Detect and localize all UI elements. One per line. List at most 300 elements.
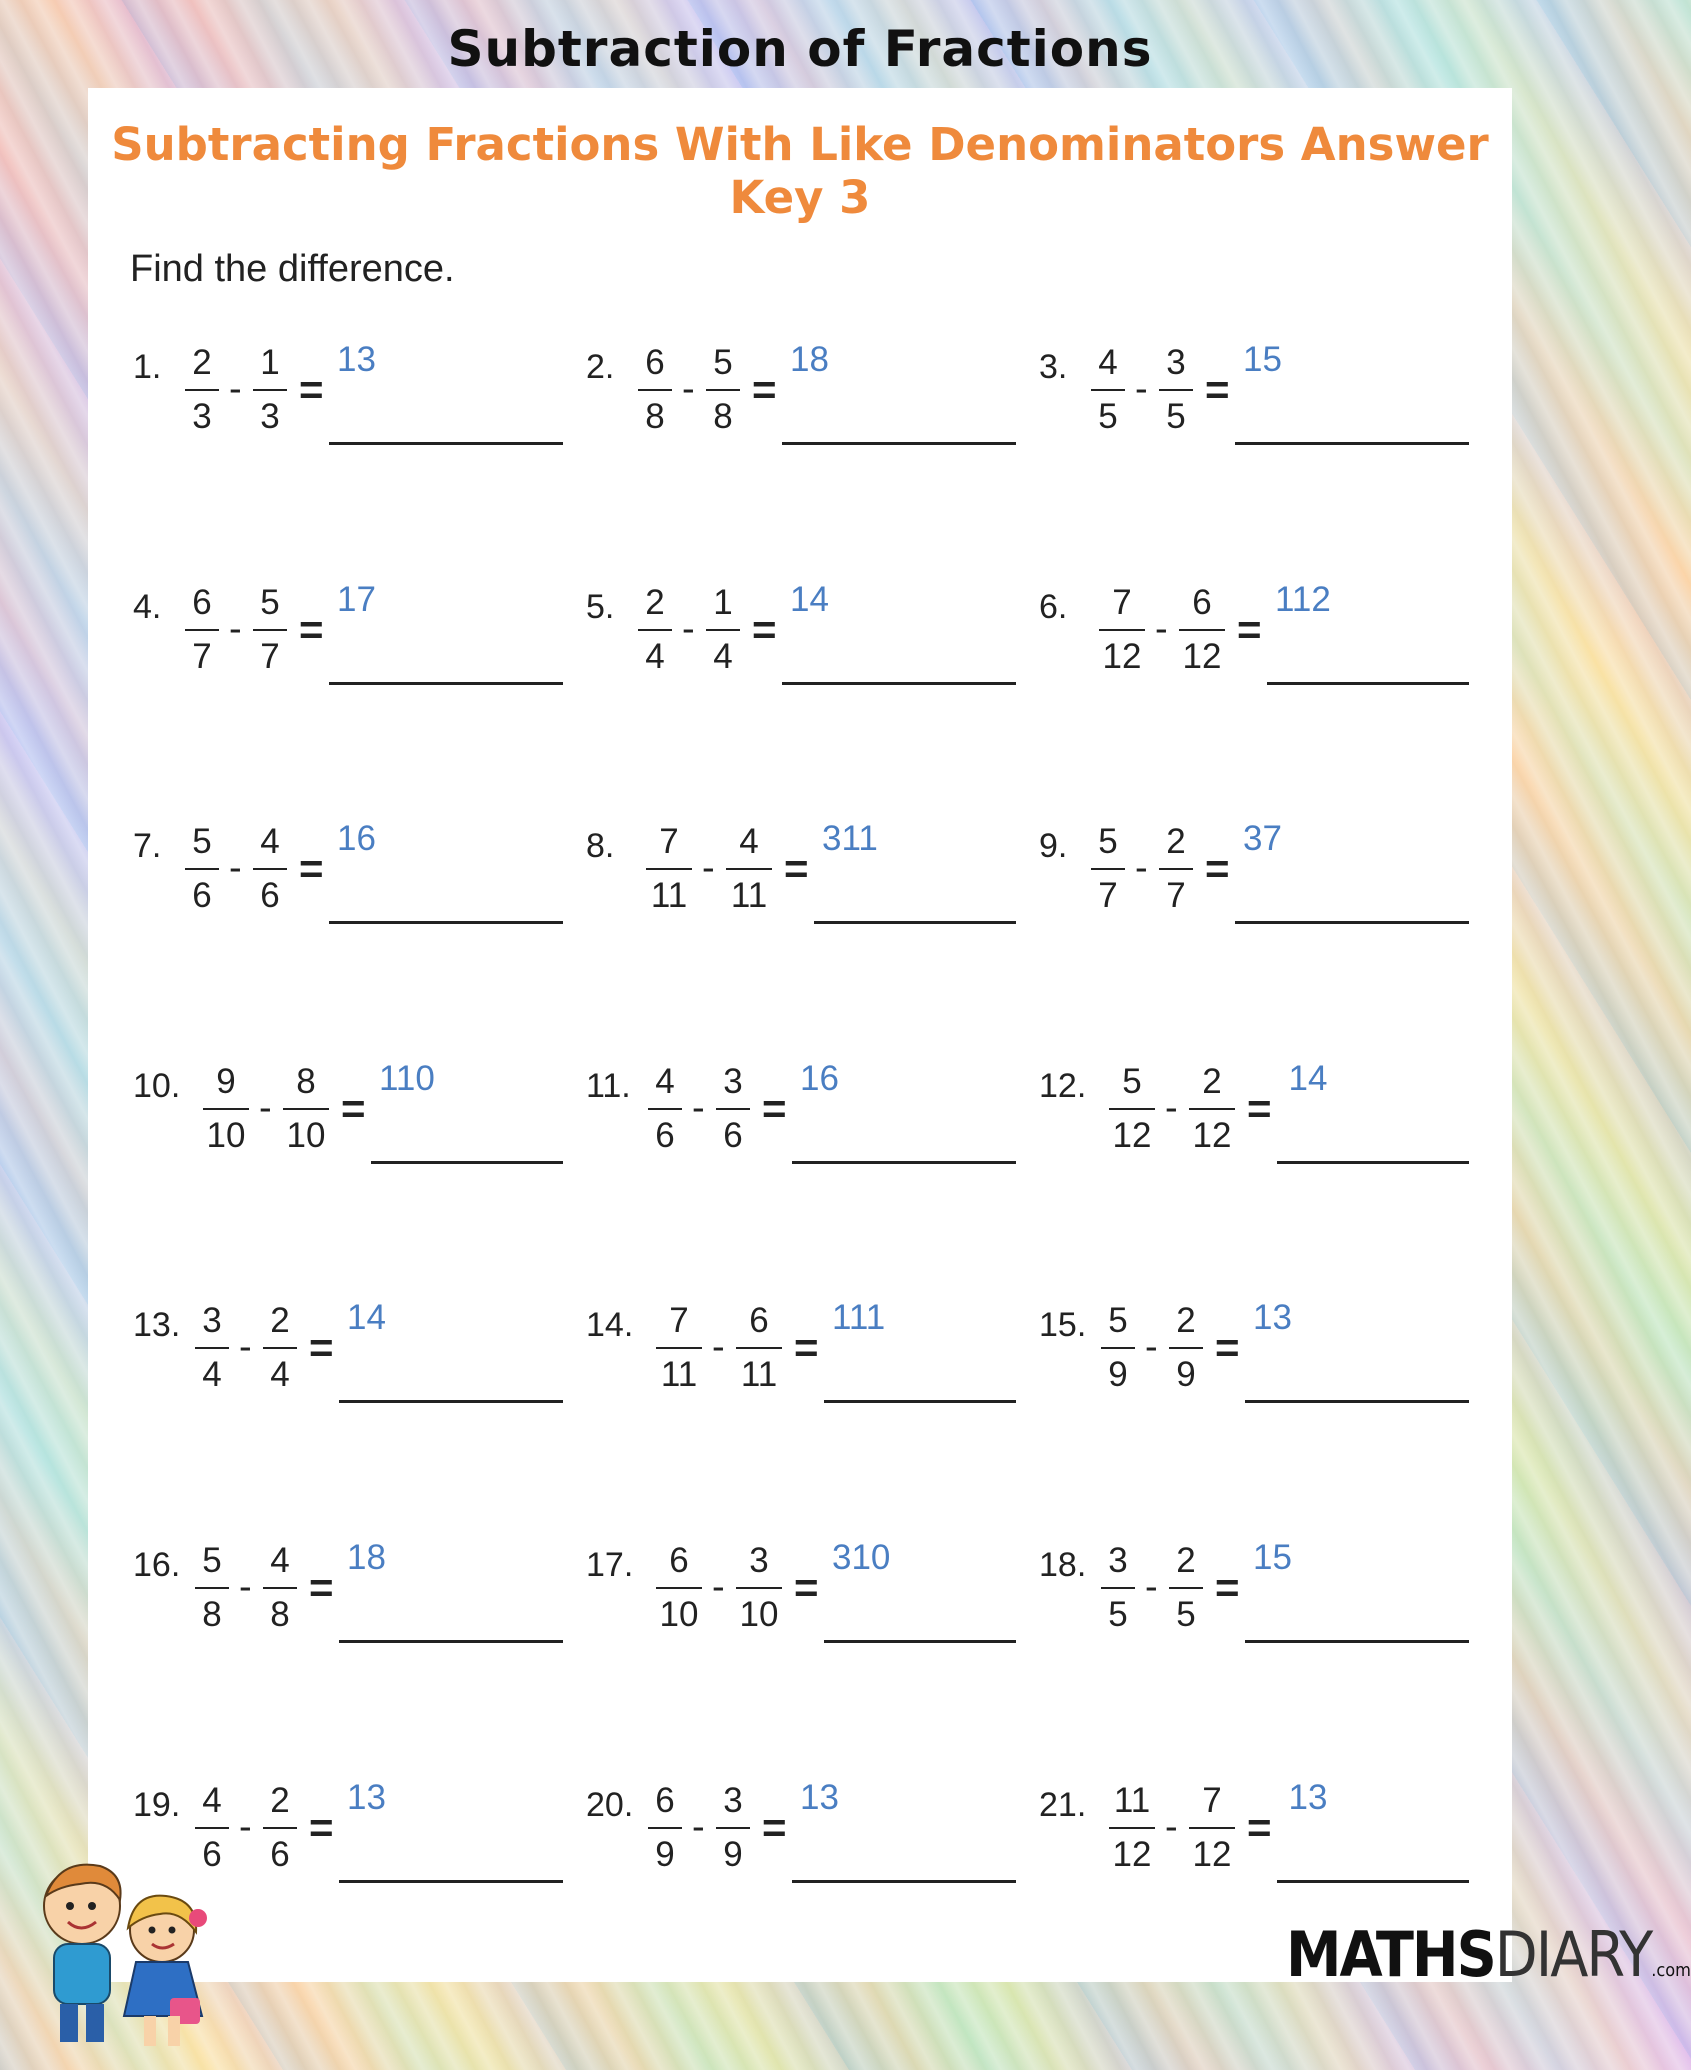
- minuend-fraction-denominator: 6: [192, 876, 212, 915]
- minuend-fraction: [1101, 1538, 1135, 1638]
- minuend-fraction: [638, 340, 672, 440]
- minuend-fraction-bar: [1099, 629, 1145, 631]
- minus-sign: -: [1135, 847, 1148, 889]
- minuend-fraction: [1091, 819, 1125, 919]
- minuend-fraction-numerator: 5: [1098, 822, 1118, 861]
- worksheet-subtitle: Subtracting Fractions With Like Denominators Answer Key 3: [111, 118, 1489, 224]
- problem-item: [586, 1538, 1016, 1658]
- minus-sign: -: [712, 1566, 725, 1608]
- answer-fraction-denominator: 3: [356, 340, 376, 379]
- instruction-text: Find the difference.: [130, 248, 455, 290]
- equals-sign: =: [341, 1085, 366, 1132]
- subtrahend-fraction-bar: [1189, 1108, 1235, 1110]
- minus-sign: -: [682, 368, 695, 410]
- problem-number: 17.: [586, 1546, 634, 1584]
- minuend-fraction: [638, 580, 672, 680]
- minus-sign: -: [259, 1087, 272, 1129]
- subtrahend-fraction-bar: [716, 1827, 750, 1829]
- problem-item: [1039, 340, 1469, 460]
- problem-number: 19.: [133, 1786, 181, 1824]
- subtrahend-fraction-denominator: 3: [260, 397, 280, 436]
- minus-sign: -: [229, 847, 242, 889]
- problem-item: [1039, 580, 1469, 700]
- minuend-fraction-numerator: 6: [655, 1781, 675, 1820]
- subtrahend-fraction-bar: [716, 1108, 750, 1110]
- answer-fraction-denominator: 4: [366, 1298, 386, 1337]
- subtrahend-fraction-bar: [263, 1347, 297, 1349]
- answer-fraction-numerator: 1: [1288, 1059, 1308, 1098]
- minuend-fraction-denominator: 12: [1112, 1835, 1152, 1874]
- problem-item: [586, 340, 1016, 460]
- subtrahend-fraction: [736, 1538, 782, 1638]
- minuend-fraction-denominator: 4: [202, 1355, 222, 1394]
- answer-line: [329, 442, 563, 445]
- answer-line: [1245, 1400, 1469, 1403]
- answer-fraction-numerator: 1: [379, 1059, 396, 1098]
- subtrahend-fraction: [726, 819, 772, 919]
- subtrahend-fraction: [263, 1298, 297, 1398]
- minuend-fraction-bar: [195, 1347, 229, 1349]
- minuend-fraction-bar: [1109, 1108, 1155, 1110]
- minuend-fraction-bar: [1091, 868, 1125, 870]
- subtrahend-fraction-numerator: 2: [1176, 1541, 1196, 1580]
- subtrahend-fraction-denominator: 8: [713, 397, 733, 436]
- subtrahend-fraction: [263, 1538, 297, 1638]
- minuend-fraction: [185, 340, 219, 440]
- problem-number: 14.: [586, 1306, 634, 1344]
- answer-line: [339, 1400, 563, 1403]
- answer-line: [1235, 921, 1469, 924]
- answer-fraction-denominator: 11: [841, 819, 878, 858]
- subtrahend-fraction-numerator: 4: [739, 822, 759, 861]
- equals-sign: =: [762, 1085, 787, 1132]
- minuend-fraction: [646, 819, 692, 919]
- answer-fraction: [337, 580, 376, 620]
- answer-line: [782, 442, 1016, 445]
- problem-item: [133, 580, 563, 700]
- minuend-fraction: [648, 1778, 682, 1878]
- problem-item: [133, 1538, 563, 1658]
- answer-fraction: [347, 1538, 386, 1578]
- answer-line: [814, 921, 1016, 924]
- answer-fraction: [1275, 580, 1331, 620]
- minus-sign: -: [1135, 368, 1148, 410]
- answer-fraction-denominator: 8: [809, 340, 829, 379]
- problem-number: 2.: [586, 348, 615, 386]
- minus-sign: -: [1165, 1087, 1178, 1129]
- answer-fraction-denominator: 3: [1272, 1298, 1292, 1337]
- subtrahend-fraction-bar: [1169, 1587, 1203, 1589]
- problem-item: [586, 819, 1016, 939]
- subtrahend-fraction-bar: [283, 1108, 329, 1110]
- minuend-fraction-denominator: 12: [1112, 1116, 1152, 1155]
- answer-fraction: [800, 1778, 839, 1818]
- minuend-fraction-numerator: 7: [1112, 583, 1132, 622]
- subtrahend-fraction: [716, 1059, 750, 1159]
- subtrahend-fraction-denominator: 12: [1192, 1116, 1232, 1155]
- answer-fraction-numerator: 1: [1253, 1538, 1273, 1577]
- problem-number: 11.: [586, 1067, 631, 1105]
- problem-number: 16.: [133, 1546, 181, 1584]
- subtrahend-fraction-numerator: 2: [270, 1301, 290, 1340]
- minuend-fraction-denominator: 8: [202, 1595, 222, 1634]
- answer-line: [1277, 1880, 1469, 1883]
- minuend-fraction-numerator: 3: [1108, 1541, 1128, 1580]
- subtrahend-fraction-numerator: 2: [1166, 822, 1186, 861]
- problem-number: 20.: [586, 1786, 634, 1824]
- problem-item: [586, 580, 1016, 700]
- equals-sign: =: [794, 1324, 819, 1371]
- minuend-fraction-denominator: 9: [1108, 1355, 1128, 1394]
- answer-line: [1267, 682, 1469, 685]
- answer-fraction-denominator: 8: [366, 1538, 386, 1577]
- answer-fraction-numerator: 1: [800, 1059, 820, 1098]
- subtrahend-fraction: [1189, 1778, 1235, 1878]
- minuend-fraction-denominator: 9: [655, 1835, 675, 1874]
- answer-line: [824, 1640, 1016, 1643]
- answer-fraction: [337, 819, 376, 859]
- answer-line: [1235, 442, 1469, 445]
- answer-line: [371, 1161, 563, 1164]
- minuend-fraction: [195, 1538, 229, 1638]
- minuend-fraction-numerator: 2: [645, 583, 665, 622]
- subtrahend-fraction-denominator: 4: [713, 637, 733, 676]
- subtrahend-fraction: [706, 340, 740, 440]
- answer-fraction-numerator: 3: [1243, 819, 1263, 858]
- minuend-fraction: [185, 819, 219, 919]
- subtrahend-fraction: [736, 1298, 782, 1398]
- minuend-fraction-denominator: 4: [645, 637, 665, 676]
- answer-fraction-numerator: 1: [800, 1778, 820, 1817]
- minuend-fraction: [1101, 1298, 1135, 1398]
- subtrahend-fraction-numerator: 5: [713, 343, 733, 382]
- minus-sign: -: [1155, 608, 1168, 650]
- subtrahend-fraction: [1159, 819, 1193, 919]
- minuend-fraction-bar: [195, 1827, 229, 1829]
- problem-item: [1039, 819, 1469, 939]
- answer-fraction-denominator: 11: [848, 1298, 886, 1337]
- subtrahend-fraction-bar: [736, 1347, 782, 1349]
- subtrahend-fraction-bar: [263, 1587, 297, 1589]
- subtrahend-fraction: [263, 1778, 297, 1878]
- equals-sign: =: [1247, 1085, 1272, 1132]
- subtrahend-fraction-bar: [1179, 629, 1225, 631]
- equals-sign: =: [762, 1804, 787, 1851]
- answer-fraction-numerator: 1: [1253, 1298, 1273, 1337]
- answer-fraction-numerator: 1: [337, 340, 357, 379]
- answer-line: [782, 682, 1016, 685]
- minuend-fraction-bar: [185, 868, 219, 870]
- minuend-fraction-denominator: 7: [1098, 876, 1118, 915]
- minuend-fraction-denominator: 10: [206, 1116, 246, 1155]
- subtrahend-fraction-numerator: 3: [723, 1781, 743, 1820]
- subtrahend-fraction-denominator: 11: [740, 1355, 778, 1394]
- subtrahend-fraction-denominator: 12: [1182, 637, 1222, 676]
- subtrahend-fraction-denominator: 7: [260, 637, 280, 676]
- problem-item: [133, 340, 563, 460]
- answer-fraction: [832, 1298, 886, 1338]
- minuend-fraction: [648, 1059, 682, 1159]
- problem-item: [133, 1059, 563, 1179]
- subtrahend-fraction-denominator: 9: [1176, 1355, 1196, 1394]
- subtrahend-fraction: [253, 819, 287, 919]
- subtrahend-fraction-bar: [263, 1827, 297, 1829]
- kids-illustration: [20, 1848, 230, 2058]
- subtrahend-fraction-bar: [253, 868, 287, 870]
- subtrahend-fraction-numerator: 6: [1192, 583, 1212, 622]
- minus-sign: -: [239, 1566, 252, 1608]
- minuend-fraction-bar: [646, 868, 692, 870]
- minuend-fraction-bar: [638, 629, 672, 631]
- logo-thin-text: DIARY: [1494, 1918, 1652, 1991]
- subtrahend-fraction-bar: [726, 868, 772, 870]
- answer-line: [329, 682, 563, 685]
- answer-line: [824, 1400, 1016, 1403]
- problem-number: 8.: [586, 827, 615, 865]
- minuend-fraction-bar: [1101, 1587, 1135, 1589]
- problem-number: 5.: [586, 588, 615, 626]
- minus-sign: -: [239, 1326, 252, 1368]
- subtrahend-fraction-numerator: 2: [1176, 1301, 1196, 1340]
- minus-sign: -: [1145, 1566, 1158, 1608]
- problem-number: 15.: [1039, 1306, 1087, 1344]
- minuend-fraction-bar: [638, 389, 672, 391]
- minus-sign: -: [682, 608, 695, 650]
- equals-sign: =: [309, 1564, 334, 1611]
- problem-number: 9.: [1039, 827, 1068, 865]
- answer-fraction: [832, 1538, 891, 1578]
- subtrahend-fraction-numerator: 3: [1166, 343, 1186, 382]
- subtrahend-fraction-denominator: 11: [730, 876, 768, 915]
- equals-sign: =: [309, 1324, 334, 1371]
- answer-line: [329, 921, 563, 924]
- subtrahend-fraction-denominator: 7: [1166, 876, 1186, 915]
- minuend-fraction: [656, 1538, 702, 1638]
- equals-sign: =: [1205, 845, 1230, 892]
- problem-number: 10.: [133, 1067, 181, 1105]
- minuend-fraction-denominator: 10: [659, 1595, 699, 1634]
- minus-sign: -: [702, 847, 715, 889]
- answer-fraction: [337, 340, 376, 380]
- mathsdiary-logo: [1286, 1918, 1691, 1991]
- answer-fraction-numerator: 1: [832, 1298, 849, 1337]
- problem-number: 12.: [1039, 1067, 1087, 1105]
- subtrahend-fraction-numerator: 6: [749, 1301, 769, 1340]
- answer-fraction-numerator: 1: [1243, 340, 1263, 379]
- subtrahend-fraction-bar: [1169, 1347, 1203, 1349]
- minuend-fraction-numerator: 5: [202, 1541, 222, 1580]
- minus-sign: -: [1165, 1806, 1178, 1848]
- answer-fraction: [347, 1778, 386, 1818]
- equals-sign: =: [309, 1804, 334, 1851]
- minuend-fraction-numerator: 5: [1108, 1301, 1128, 1340]
- minuend-fraction-numerator: 6: [192, 583, 212, 622]
- subtrahend-fraction-bar: [253, 629, 287, 631]
- answer-line: [339, 1640, 563, 1643]
- logo-suffix: .com: [1651, 1960, 1691, 1981]
- minuend-fraction-denominator: 6: [202, 1835, 222, 1874]
- subtrahend-fraction-numerator: 1: [713, 583, 733, 622]
- answer-fraction-denominator: 3: [1308, 1778, 1328, 1817]
- subtrahend-fraction-bar: [1159, 868, 1193, 870]
- worksheet-paper: [88, 88, 1512, 1982]
- minuend-fraction: [203, 1059, 249, 1159]
- answer-fraction: [1285, 1778, 1331, 1818]
- answer-fraction-numerator: 1: [347, 1778, 367, 1817]
- answer-fraction: [379, 1059, 435, 1099]
- answer-line: [1245, 1640, 1469, 1643]
- minuend-fraction-denominator: 6: [655, 1116, 675, 1155]
- minus-sign: -: [229, 368, 242, 410]
- answer-line: [792, 1161, 1016, 1164]
- subtrahend-fraction-numerator: 7: [1202, 1781, 1222, 1820]
- subtrahend-fraction: [716, 1778, 750, 1878]
- equals-sign: =: [752, 606, 777, 653]
- answer-fraction-denominator: 4: [809, 580, 829, 619]
- minuend-fraction-bar: [648, 1108, 682, 1110]
- answer-line: [1277, 1161, 1469, 1164]
- minuend-fraction-bar: [185, 389, 219, 391]
- answer-fraction-denominator: 12: [1291, 580, 1331, 619]
- minuend-fraction: [185, 580, 219, 680]
- equals-sign: =: [752, 366, 777, 413]
- answer-fraction-denominator: 6: [819, 1059, 839, 1098]
- minuend-fraction-bar: [656, 1587, 702, 1589]
- minus-sign: -: [229, 608, 242, 650]
- answer-fraction: [790, 340, 829, 380]
- minuend-fraction-bar: [648, 1827, 682, 1829]
- answer-fraction-numerator: 1: [790, 580, 810, 619]
- answer-fraction-numerator: 3: [832, 1538, 852, 1577]
- answer-line: [339, 1880, 563, 1883]
- minuend-fraction: [1109, 1059, 1155, 1159]
- minuend-fraction-numerator: 5: [192, 822, 212, 861]
- minuend-fraction-denominator: 3: [192, 397, 212, 436]
- answer-fraction-numerator: 1: [1288, 1778, 1308, 1817]
- subtrahend-fraction-numerator: 3: [749, 1541, 769, 1580]
- equals-sign: =: [299, 366, 324, 413]
- equals-sign: =: [1247, 1804, 1272, 1851]
- answer-fraction-numerator: 1: [347, 1298, 367, 1337]
- minus-sign: -: [712, 1326, 725, 1368]
- problem-number: 4.: [133, 588, 162, 626]
- answer-fraction: [1285, 1059, 1331, 1099]
- subtrahend-fraction-denominator: 10: [286, 1116, 326, 1155]
- minuend-fraction-numerator: 11: [1113, 1781, 1151, 1820]
- answer-fraction-denominator: 3: [366, 1778, 386, 1817]
- answer-fraction-denominator: 7: [356, 580, 376, 619]
- minuend-fraction: [1091, 340, 1125, 440]
- subtrahend-fraction-bar: [253, 389, 287, 391]
- answer-line: [792, 1880, 1016, 1883]
- minus-sign: -: [239, 1806, 252, 1848]
- problem-item: [586, 1778, 1016, 1898]
- problem-number: 1.: [133, 348, 162, 386]
- minuend-fraction-denominator: 5: [1098, 397, 1118, 436]
- subtrahend-fraction-denominator: 5: [1166, 397, 1186, 436]
- subtrahend-fraction-bar: [706, 629, 740, 631]
- minus-sign: -: [692, 1087, 705, 1129]
- minuend-fraction-bar: [656, 1347, 702, 1349]
- problem-item: [586, 1059, 1016, 1179]
- subtrahend-fraction-denominator: 6: [260, 876, 280, 915]
- subtrahend-fraction: [1169, 1538, 1203, 1638]
- minuend-fraction-bar: [1101, 1347, 1135, 1349]
- subtrahend-fraction: [1179, 580, 1225, 680]
- minuend-fraction-bar: [185, 629, 219, 631]
- answer-fraction-numerator: 1: [337, 580, 357, 619]
- minuend-fraction-bar: [1109, 1827, 1155, 1829]
- answer-fraction-numerator: 1: [337, 819, 357, 858]
- minuend-fraction-numerator: 6: [645, 343, 665, 382]
- subtrahend-fraction-numerator: 2: [1202, 1062, 1222, 1101]
- answer-fraction-numerator: 1: [347, 1538, 367, 1577]
- problem-number: 13.: [133, 1306, 181, 1344]
- minuend-fraction-denominator: 8: [645, 397, 665, 436]
- minuend-fraction-numerator: 4: [655, 1062, 675, 1101]
- answer-fraction: [347, 1298, 386, 1338]
- equals-sign: =: [299, 845, 324, 892]
- subtrahend-fraction-bar: [706, 389, 740, 391]
- minuend-fraction-denominator: 11: [650, 876, 688, 915]
- problem-item: [1039, 1538, 1469, 1658]
- equals-sign: =: [1237, 606, 1262, 653]
- subtrahend-fraction: [253, 340, 287, 440]
- minuend-fraction-numerator: 9: [216, 1062, 236, 1101]
- equals-sign: =: [1205, 366, 1230, 413]
- minuend-fraction-denominator: 11: [660, 1355, 698, 1394]
- answer-fraction: [1253, 1298, 1292, 1338]
- subtrahend-fraction-denominator: 6: [723, 1116, 743, 1155]
- minuend-fraction-numerator: 7: [659, 822, 679, 861]
- problem-number: 3.: [1039, 348, 1068, 386]
- minuend-fraction-numerator: 7: [669, 1301, 689, 1340]
- answer-fraction: [822, 819, 878, 859]
- problem-item: [133, 819, 563, 939]
- problem-number: 6.: [1039, 588, 1068, 626]
- subtrahend-fraction-numerator: 4: [270, 1541, 290, 1580]
- answer-fraction-denominator: 10: [851, 1538, 891, 1577]
- subtrahend-fraction-numerator: 8: [296, 1062, 316, 1101]
- subtrahend-fraction-bar: [736, 1587, 782, 1589]
- subtrahend-fraction-numerator: 1: [260, 343, 280, 382]
- minuend-fraction: [656, 1298, 702, 1398]
- minuend-fraction-bar: [195, 1587, 229, 1589]
- minuend-fraction-numerator: 4: [202, 1781, 222, 1820]
- answer-fraction: [1253, 1538, 1292, 1578]
- subtrahend-fraction-numerator: 3: [723, 1062, 743, 1101]
- answer-fraction-numerator: 1: [1275, 580, 1292, 619]
- answer-fraction-numerator: 3: [822, 819, 842, 858]
- subtrahend-fraction: [1169, 1298, 1203, 1398]
- answer-fraction-denominator: 3: [819, 1778, 839, 1817]
- equals-sign: =: [784, 845, 809, 892]
- minus-sign: -: [1145, 1326, 1158, 1368]
- subtrahend-fraction-denominator: 10: [739, 1595, 779, 1634]
- subtrahend-fraction-denominator: 9: [723, 1835, 743, 1874]
- subtrahend-fraction-bar: [1189, 1827, 1235, 1829]
- minuend-fraction-numerator: 3: [202, 1301, 222, 1340]
- minuend-fraction: [195, 1298, 229, 1398]
- subtrahend-fraction-numerator: 2: [270, 1781, 290, 1820]
- subtrahend-fraction: [283, 1059, 329, 1159]
- minuend-fraction-denominator: 12: [1102, 637, 1142, 676]
- answer-fraction-denominator: 5: [1262, 340, 1282, 379]
- minuend-fraction-numerator: 6: [669, 1541, 689, 1580]
- answer-fraction-denominator: 5: [1272, 1538, 1292, 1577]
- minuend-fraction-numerator: 4: [1098, 343, 1118, 382]
- equals-sign: =: [299, 606, 324, 653]
